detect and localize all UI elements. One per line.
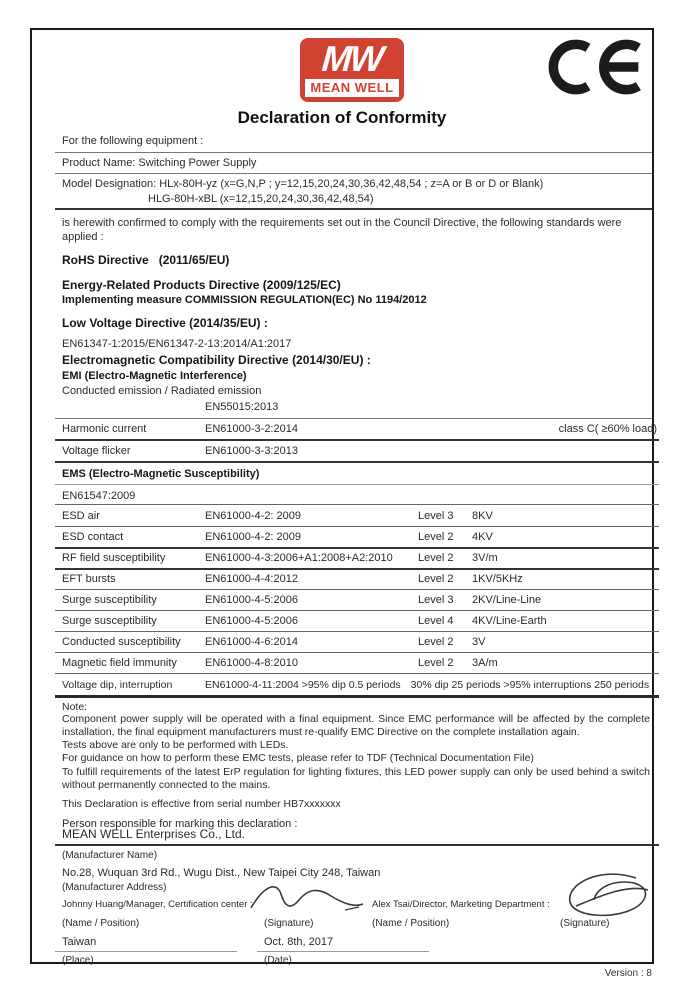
erp-directive-title: Energy-Related Products Directive (2009/125/EC) bbox=[62, 278, 341, 292]
emi-standard: EN55015:2013 bbox=[205, 401, 279, 413]
table-row-esd-contact bbox=[55, 530, 659, 549]
model-designation-line2: HLG-80H-xBL (x=12,15,20,24,30,36,42,48,54) bbox=[148, 193, 374, 205]
mean-well-wordmark: MEAN WELL bbox=[305, 79, 399, 97]
test-name: Surge susceptibility bbox=[62, 594, 157, 606]
test-standard: EN61000-3-2:2014 bbox=[205, 423, 298, 435]
test-detail-2: 30% dip 25 periods >95% interruptions 250 periods bbox=[410, 679, 650, 691]
version-label: Version : 8 bbox=[604, 968, 652, 979]
test-level: Level 2 bbox=[418, 573, 454, 585]
divider bbox=[55, 208, 652, 210]
test-name: Voltage dip, interruption bbox=[62, 679, 173, 691]
signer1-name-position: Johnny Huang/Manager, Certification center : bbox=[62, 899, 253, 910]
test-detail-1: EN61000-4-11:2004 >95% dip 0.5 periods bbox=[205, 679, 401, 691]
mean-well-logo bbox=[300, 38, 404, 102]
test-note: class C( ≥60% load) bbox=[558, 423, 657, 435]
test-value: 1KV/5KHz bbox=[472, 573, 523, 585]
test-name: ESD air bbox=[62, 510, 100, 522]
test-value: 4KV/Line-Earth bbox=[472, 615, 547, 627]
responsible-statement: Person responsible for marking this declaration : bbox=[62, 818, 298, 830]
lvd-title: Low Voltage Directive (2014/35/EU) : bbox=[62, 316, 268, 330]
table-row-magnetic bbox=[55, 656, 659, 674]
test-name: Surge susceptibility bbox=[62, 615, 157, 627]
note-line-1: Component power supply will be operated with a final equipment. Since EMC performance will be affected by the complete installation, the final equipment manufacturers must re-qualify EMC Directive on the complete installation again. bbox=[62, 713, 650, 738]
ems-title: EMS (Electro-Magnetic Susceptibility) bbox=[62, 468, 260, 480]
test-standard: EN61000-4-2: 2009 bbox=[205, 531, 302, 543]
ems-standard: EN61547:2009 bbox=[62, 490, 136, 502]
place-value: Taiwan bbox=[55, 935, 237, 952]
test-standard: EN61000-4-5:2006 bbox=[205, 615, 298, 627]
manufacturer-name-row bbox=[55, 827, 659, 846]
ce-mark-icon bbox=[548, 38, 654, 96]
emi-subtitle: Conducted emission / Radiated emission bbox=[62, 385, 262, 397]
manufacturer-address-label: (Manufacturer Address) bbox=[62, 882, 167, 893]
table-row-harmonic-current bbox=[55, 422, 659, 441]
test-value: 8KV bbox=[472, 510, 493, 522]
table-row-voltage-flicker bbox=[55, 444, 659, 463]
signer2-name-position: Alex Tsai/Director, Marketing Department : bbox=[372, 899, 550, 910]
test-level: Level 2 bbox=[418, 531, 454, 543]
page-title: Declaration of Conformity bbox=[237, 108, 447, 127]
test-name: Harmonic current bbox=[62, 423, 147, 435]
test-level: Level 4 bbox=[418, 615, 454, 627]
test-name: Conducted susceptibility bbox=[62, 636, 181, 648]
table-row-voltage-dip bbox=[55, 678, 659, 698]
divider bbox=[55, 173, 652, 174]
ems-title-row bbox=[55, 467, 659, 485]
rohs-directive: RoHS Directive (2011/65/EU) bbox=[62, 253, 230, 267]
table-row-esd-air bbox=[55, 509, 659, 527]
equipment-intro: For the following equipment : bbox=[62, 135, 204, 147]
product-name: Product Name: Switching Power Supply bbox=[62, 157, 257, 169]
mw-logo-letters: MW bbox=[320, 38, 384, 79]
erp-note: To fulfill requirements of the latest ErP regulation for lighting fixtures, this LED power supply can only be used behind a switch without permanently connected to the mains. bbox=[62, 766, 650, 791]
test-value: 3V bbox=[472, 636, 486, 648]
serial-note: This Declaration is effective from serial number HB7xxxxxxx bbox=[62, 798, 341, 810]
place-label: (Place) bbox=[62, 955, 94, 966]
test-value: 3A/m bbox=[472, 657, 498, 669]
manufacturer-address: No.28, Wuquan 3rd Rd., Wugu Dist., New Taipei City 248, Taiwan bbox=[62, 867, 381, 879]
test-standard: EN61000-3-3:2013 bbox=[205, 445, 298, 457]
model-designation-line1: Model Designation: HLx-80H-yz (x=G,N,P ; y=12,15,20,24,30,36,42,48,54 ; z=A or B or D or Blank) bbox=[62, 178, 544, 190]
table-row-rf-field bbox=[55, 551, 659, 570]
table-row-surge-line-earth bbox=[55, 614, 659, 632]
signature1-label: (Signature) bbox=[264, 918, 314, 929]
date-label: (Date) bbox=[264, 955, 292, 966]
table-row-eft-bursts bbox=[55, 572, 659, 590]
erp-implementing-measure: Implementing measure COMMISSION REGULATION(EC) No 1194/2012 bbox=[62, 294, 427, 306]
test-level: Level 2 bbox=[418, 657, 454, 669]
lvd-standard: EN61347-1:2015/EN61347-2-13:2014/A1:2017 bbox=[62, 338, 292, 350]
test-name: Magnetic field immunity bbox=[62, 657, 177, 669]
table-row-surge-line-line bbox=[55, 593, 659, 611]
signer1-name-label: (Name / Position) bbox=[62, 918, 140, 929]
divider bbox=[55, 152, 652, 153]
test-name: EFT bursts bbox=[62, 573, 116, 585]
emi-title: EMI (Electro-Magnetic Interference) bbox=[62, 370, 247, 382]
test-standard: EN61000-4-8:2010 bbox=[205, 657, 298, 669]
test-value: 3V/m bbox=[472, 552, 498, 564]
signer2-name-label: (Name / Position) bbox=[372, 918, 450, 929]
ems-standard-row bbox=[55, 489, 659, 505]
test-level: Level 2 bbox=[418, 636, 454, 648]
note-label: Note: bbox=[62, 701, 88, 713]
test-standard: EN61000-4-2: 2009 bbox=[205, 510, 302, 522]
test-standard: EN61000-4-5:2006 bbox=[205, 594, 298, 606]
test-level: Level 3 bbox=[418, 594, 454, 606]
test-name: ESD contact bbox=[62, 531, 124, 543]
signature2-label: (Signature) bbox=[560, 918, 610, 929]
test-value: 4KV bbox=[472, 531, 493, 543]
test-name: Voltage flicker bbox=[62, 445, 131, 457]
test-standard: EN61000-4-4:2012 bbox=[205, 573, 298, 585]
signature1-image bbox=[247, 880, 367, 916]
emc-directive-title: Electromagnetic Compatibility Directive (2014/30/EU) : bbox=[62, 353, 371, 367]
divider bbox=[55, 418, 652, 419]
note-line-3: For guidance on how to perform these EMC tests, please refer to TDF (Technical Documentation File) bbox=[62, 752, 534, 764]
test-value: 2KV/Line-Line bbox=[472, 594, 542, 606]
test-standard: EN61000-4-6:2014 bbox=[205, 636, 298, 648]
manufacturer-name: MEAN WELL Enterprises Co., Ltd. bbox=[62, 827, 245, 841]
test-standard: EN61000-4-3:2006+A1:2008+A2:2010 bbox=[205, 552, 393, 564]
signature2-image bbox=[560, 870, 652, 922]
test-name: RF field susceptibility bbox=[62, 552, 166, 564]
test-level: Level 2 bbox=[418, 552, 454, 564]
note-line-2: Tests above are only to be performed with LEDs. bbox=[62, 739, 289, 751]
date-value: Oct. 8th, 2017 bbox=[257, 935, 429, 952]
table-row-conducted bbox=[55, 635, 659, 653]
document-border bbox=[30, 28, 657, 966]
confirmation-statement: is herewith confirmed to comply with the requirements set out in the Council Directive, the following standards were applied : bbox=[62, 217, 622, 243]
test-level: Level 3 bbox=[418, 510, 454, 522]
manufacturer-name-label: (Manufacturer Name) bbox=[62, 850, 158, 861]
